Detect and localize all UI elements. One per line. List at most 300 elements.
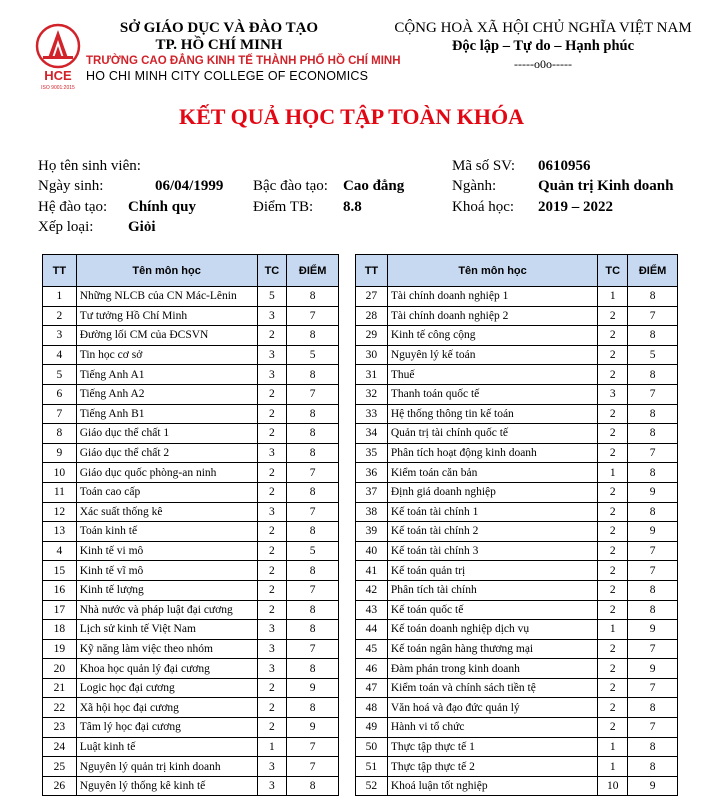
subject-score: 9 (287, 718, 339, 738)
subject-no: 28 (356, 306, 388, 326)
major-value: Quản trị Kinh doanh (538, 178, 674, 194)
subject-score: 8 (287, 522, 339, 542)
subject-credits: 3 (257, 502, 287, 522)
subject-no: 31 (356, 365, 388, 385)
subject-score: 5 (628, 345, 678, 365)
subject-no: 37 (356, 482, 388, 502)
col-header-no: TT (43, 255, 77, 287)
table-row (356, 561, 678, 581)
table-row (43, 482, 339, 502)
subject-no: 5 (43, 365, 77, 385)
subject-name: Kế toán quản trị (387, 561, 597, 581)
table-row (356, 326, 678, 346)
country-name: CỘNG HOÀ XÃ HỘI CHỦ NGHĨA VIỆT NAM (394, 20, 692, 36)
subject-credits: 1 (257, 737, 287, 757)
subject-score: 8 (287, 424, 339, 444)
page-title: KẾT QUẢ HỌC TẬP TOÀN KHÓA (179, 104, 524, 129)
student-id-value: 0610956 (538, 158, 591, 174)
table-row (43, 502, 339, 522)
table-row (43, 443, 339, 463)
table-row (356, 482, 678, 502)
subject-credits: 2 (598, 541, 628, 561)
subject-score: 7 (628, 541, 678, 561)
subject-credits: 2 (598, 482, 628, 502)
table-row (43, 384, 339, 404)
subject-name: Kiểm toán và chính sách tiền tệ (387, 678, 597, 698)
level-value: Cao đẳng (343, 178, 405, 194)
subject-score: 7 (628, 639, 678, 659)
table-row (43, 365, 339, 385)
subject-no: 52 (356, 776, 388, 796)
table-row (356, 424, 678, 444)
subject-no: 10 (43, 463, 77, 483)
school-name-en: HO CHI MINH CITY COLLEGE OF ECONOMICS (86, 69, 369, 83)
subject-no: 12 (43, 502, 77, 522)
subject-credits: 3 (257, 639, 287, 659)
table-row (356, 404, 678, 424)
subject-name: Kỹ năng làm việc theo nhóm (76, 639, 257, 659)
level-label: Bậc đào tạo: (253, 178, 328, 194)
training-system-value: Chính quy (128, 199, 196, 215)
subject-credits: 3 (257, 776, 287, 796)
subject-score: 7 (287, 639, 339, 659)
subject-credits: 2 (598, 345, 628, 365)
col-header-credits: TC (598, 255, 628, 287)
subject-credits: 2 (257, 678, 287, 698)
subject-score: 5 (287, 345, 339, 365)
subject-score: 7 (287, 463, 339, 483)
subject-no: 17 (43, 600, 77, 620)
subject-score: 8 (287, 659, 339, 679)
motto-divider: -----o0o----- (514, 57, 572, 71)
subject-no: 39 (356, 522, 388, 542)
subject-credits: 2 (257, 600, 287, 620)
subject-name: Kinh tế vi mô (76, 541, 257, 561)
subject-no: 18 (43, 620, 77, 640)
subject-credits: 3 (257, 757, 287, 777)
table-row (356, 365, 678, 385)
subject-credits: 2 (257, 326, 287, 346)
table-row (43, 580, 339, 600)
subject-credits: 5 (257, 287, 287, 307)
subject-name: Thực tập thực tế 2 (387, 757, 597, 777)
rank-value: Giỏi (128, 219, 156, 235)
subject-no: 21 (43, 678, 77, 698)
table-row (43, 345, 339, 365)
table-row (43, 287, 339, 307)
subject-name: Thuế (387, 365, 597, 385)
table-row (43, 522, 339, 542)
subject-credits: 2 (598, 659, 628, 679)
subject-no: 50 (356, 737, 388, 757)
subject-name: Nguyên lý thống kê kinh tế (76, 776, 257, 796)
table-row (43, 404, 339, 424)
grades-table-left (42, 254, 339, 796)
subject-credits: 3 (257, 443, 287, 463)
course-value: 2019 – 2022 (538, 199, 613, 215)
subject-name: Tin học cơ sở (76, 345, 257, 365)
subject-name: Tài chính doanh nghiệp 1 (387, 287, 597, 307)
col-header-no: TT (356, 255, 388, 287)
subject-credits: 2 (257, 580, 287, 600)
col-header-score: ĐIỂM (287, 255, 339, 287)
subject-no: 45 (356, 639, 388, 659)
subject-no: 25 (43, 757, 77, 777)
subject-name: Luật kinh tế (76, 737, 257, 757)
table-row (356, 639, 678, 659)
subject-score: 8 (287, 482, 339, 502)
subject-credits: 2 (598, 306, 628, 326)
col-header-subject: Tên môn học (76, 255, 257, 287)
subject-name: Quản trị tài chính quốc tế (387, 424, 597, 444)
subject-credits: 2 (598, 404, 628, 424)
subject-credits: 3 (257, 620, 287, 640)
subject-score: 8 (628, 600, 678, 620)
subject-credits: 3 (257, 365, 287, 385)
table-row (43, 678, 339, 698)
subject-credits: 2 (257, 718, 287, 738)
subject-name: Hệ thống thông tin kế toán (387, 404, 597, 424)
subject-name: Logic học đại cương (76, 678, 257, 698)
subject-credits: 1 (598, 620, 628, 640)
subject-credits: 2 (257, 404, 287, 424)
subject-no: 3 (43, 326, 77, 346)
subject-name: Lịch sử kinh tế Việt Nam (76, 620, 257, 640)
subject-credits: 2 (598, 522, 628, 542)
subject-name: Phân tích hoạt động kinh doanh (387, 443, 597, 463)
subject-score: 8 (628, 424, 678, 444)
subject-credits: 1 (598, 287, 628, 307)
subject-name: Tài chính doanh nghiệp 2 (387, 306, 597, 326)
table-row (356, 776, 678, 796)
subject-score: 9 (628, 659, 678, 679)
subject-no: 48 (356, 698, 388, 718)
subject-score: 7 (287, 580, 339, 600)
table-row (356, 384, 678, 404)
grades-table-right (355, 254, 678, 796)
subject-no: 9 (43, 443, 77, 463)
table-row (43, 561, 339, 581)
table-row (43, 600, 339, 620)
table-row (43, 698, 339, 718)
table-row (356, 678, 678, 698)
subject-score: 8 (628, 698, 678, 718)
subject-score: 7 (287, 306, 339, 326)
subject-score: 8 (628, 737, 678, 757)
subject-name: Tâm lý học đại cương (76, 718, 257, 738)
subject-name: Định giá doanh nghiệp (387, 482, 597, 502)
subject-no: 4 (43, 345, 77, 365)
logo-iso: ISO 9001:2015 (41, 85, 75, 91)
subject-score: 9 (287, 678, 339, 698)
table-row (43, 424, 339, 444)
col-header-subject: Tên môn học (387, 255, 597, 287)
subject-no: 34 (356, 424, 388, 444)
table-row (43, 737, 339, 757)
course-label: Khoá học: (452, 199, 515, 215)
table-row (356, 345, 678, 365)
subject-score: 7 (628, 443, 678, 463)
subject-credits: 10 (598, 776, 628, 796)
subject-credits: 2 (257, 522, 287, 542)
subject-credits: 2 (598, 326, 628, 346)
subject-name: Kiểm toán căn bản (387, 463, 597, 483)
subject-name: Giáo dục quốc phòng-an ninh (76, 463, 257, 483)
subject-name: Tư tưởng Hồ Chí Minh (76, 306, 257, 326)
subject-no: 47 (356, 678, 388, 698)
table-row (43, 776, 339, 796)
subject-name: Thanh toán quốc tế (387, 384, 597, 404)
col-header-score: ĐIỂM (628, 255, 678, 287)
table-row (356, 620, 678, 640)
subject-score: 8 (628, 287, 678, 307)
table-row (43, 541, 339, 561)
subject-name: Giáo dục thể chất 2 (76, 443, 257, 463)
subject-name: Xác suất thống kê (76, 502, 257, 522)
subject-name: Giáo dục thể chất 1 (76, 424, 257, 444)
subject-credits: 2 (598, 365, 628, 385)
subject-name: Kế toán tài chính 2 (387, 522, 597, 542)
subject-score: 8 (287, 776, 339, 796)
subject-name: Kế toán quốc tế (387, 600, 597, 620)
subject-name: Thực tập thực tế 1 (387, 737, 597, 757)
dob-value: 06/04/1999 (155, 178, 224, 194)
subject-no: 20 (43, 659, 77, 679)
subject-name: Kế toán ngân hàng thương mại (387, 639, 597, 659)
subject-credits: 2 (257, 541, 287, 561)
subject-score: 7 (628, 561, 678, 581)
school-name-vi: TRƯỜNG CAO ĐẲNG KINH TẾ THÀNH PHỐ HỒ CHÍ MINH (86, 55, 401, 67)
subject-no: 24 (43, 737, 77, 757)
subject-score: 8 (628, 463, 678, 483)
subject-score: 8 (628, 580, 678, 600)
subject-no: 15 (43, 561, 77, 581)
subject-credits: 3 (598, 384, 628, 404)
table-row (356, 502, 678, 522)
gpa-value: 8.8 (343, 199, 362, 215)
subject-credits: 2 (257, 424, 287, 444)
subject-score: 7 (628, 384, 678, 404)
subject-name: Nguyên lý kế toán (387, 345, 597, 365)
subject-name: Tiếng Anh A1 (76, 365, 257, 385)
subject-credits: 2 (257, 384, 287, 404)
subject-no: 38 (356, 502, 388, 522)
table-header-row (356, 255, 678, 287)
subject-score: 9 (628, 620, 678, 640)
department-line2: TP. HỒ CHÍ MINH (155, 37, 283, 53)
subject-score: 8 (287, 287, 339, 307)
subject-score: 9 (628, 482, 678, 502)
subject-name: Nguyên lý quản trị kinh doanh (76, 757, 257, 777)
subject-name: Toán kinh tế (76, 522, 257, 542)
subject-no: 8 (43, 424, 77, 444)
subject-no: 42 (356, 580, 388, 600)
table-row (356, 522, 678, 542)
subject-no: 2 (43, 306, 77, 326)
table-row (356, 443, 678, 463)
subject-name: Kế toán tài chính 3 (387, 541, 597, 561)
subject-score: 8 (628, 365, 678, 385)
subject-score: 7 (628, 718, 678, 738)
subject-score: 8 (628, 502, 678, 522)
country-motto: Độc lập – Tự do – Hạnh phúc (451, 38, 635, 54)
subject-score: 9 (628, 776, 678, 796)
subject-name: Kế toán doanh nghiệp dịch vụ (387, 620, 597, 640)
subject-score: 8 (628, 404, 678, 424)
subject-no: 1 (43, 287, 77, 307)
subject-no: 41 (356, 561, 388, 581)
subject-score: 8 (628, 326, 678, 346)
col-header-credits: TC (257, 255, 287, 287)
table-row (43, 620, 339, 640)
subject-name: Khoá luận tốt nghiệp (387, 776, 597, 796)
table-row (356, 463, 678, 483)
table-row (43, 306, 339, 326)
logo-text: HCE (44, 68, 72, 83)
subject-no: 44 (356, 620, 388, 640)
subject-no: 40 (356, 541, 388, 561)
subject-score: 8 (287, 561, 339, 581)
school-header (86, 20, 401, 83)
subject-score: 7 (628, 306, 678, 326)
subject-score: 7 (287, 757, 339, 777)
school-logo-icon (34, 22, 82, 92)
subject-score: 7 (287, 502, 339, 522)
subject-credits: 2 (598, 424, 628, 444)
subject-credits: 3 (257, 345, 287, 365)
subject-no: 23 (43, 718, 77, 738)
subject-no: 33 (356, 404, 388, 424)
department-line1: SỞ GIÁO DỤC VÀ ĐÀO TẠO (119, 20, 319, 36)
subject-name: Đường lối CM của ĐCSVN (76, 326, 257, 346)
subject-name: Khoa học quản lý đại cương (76, 659, 257, 679)
subject-name: Kinh tế lượng (76, 580, 257, 600)
subject-no: 29 (356, 326, 388, 346)
subject-score: 8 (287, 404, 339, 424)
subject-score: 8 (287, 443, 339, 463)
table-row (43, 326, 339, 346)
table-row (356, 718, 678, 738)
subject-score: 7 (287, 384, 339, 404)
subject-no: 26 (43, 776, 77, 796)
subject-credits: 1 (598, 757, 628, 777)
subject-score: 8 (287, 365, 339, 385)
subject-no: 51 (356, 757, 388, 777)
table-row (356, 757, 678, 777)
subject-name: Văn hoá và đạo đức quản lý (387, 698, 597, 718)
subject-no: 22 (43, 698, 77, 718)
subject-no: 16 (43, 580, 77, 600)
table-row (43, 463, 339, 483)
subject-credits: 2 (598, 443, 628, 463)
table-row (356, 737, 678, 757)
subject-name: Toán cao cấp (76, 482, 257, 502)
subject-no: 49 (356, 718, 388, 738)
subject-no: 27 (356, 287, 388, 307)
subject-no: 35 (356, 443, 388, 463)
subject-score: 8 (628, 757, 678, 777)
table-row (356, 541, 678, 561)
table-row (356, 600, 678, 620)
subject-name: Xã hội học đại cương (76, 698, 257, 718)
dob-label: Ngày sinh: (38, 178, 104, 194)
subject-credits: 2 (257, 482, 287, 502)
subject-score: 7 (287, 737, 339, 757)
subject-no: 36 (356, 463, 388, 483)
subject-credits: 3 (257, 659, 287, 679)
table-row (356, 580, 678, 600)
gpa-label: Điểm TB: (253, 199, 314, 215)
subject-name: Tiếng Anh B1 (76, 404, 257, 424)
subject-name: Những NLCB của CN Mác-Lênin (76, 287, 257, 307)
student-id-label: Mã số SV: (452, 158, 516, 174)
subject-no: 30 (356, 345, 388, 365)
table-row (43, 639, 339, 659)
subject-credits: 1 (598, 737, 628, 757)
subject-score: 7 (628, 678, 678, 698)
subject-name: Kế toán tài chính 1 (387, 502, 597, 522)
table-row (356, 306, 678, 326)
subject-credits: 2 (598, 561, 628, 581)
subject-credits: 2 (598, 718, 628, 738)
table-row (43, 659, 339, 679)
table-header-row (43, 255, 339, 287)
subject-credits: 1 (598, 463, 628, 483)
subject-name: Hành vi tổ chức (387, 718, 597, 738)
subject-credits: 2 (598, 600, 628, 620)
subject-score: 8 (287, 698, 339, 718)
subject-no: 4 (43, 541, 77, 561)
training-system-label: Hệ đào tạo: (38, 199, 108, 215)
subject-score: 5 (287, 541, 339, 561)
school-logo (34, 22, 82, 92)
subject-credits: 2 (598, 698, 628, 718)
subject-no: 32 (356, 384, 388, 404)
subject-score: 8 (287, 600, 339, 620)
subject-no: 43 (356, 600, 388, 620)
subject-credits: 2 (257, 561, 287, 581)
subject-no: 6 (43, 384, 77, 404)
subject-credits: 2 (598, 580, 628, 600)
rank-label: Xếp loại: (38, 219, 94, 235)
subject-name: Đàm phán trong kinh doanh (387, 659, 597, 679)
subject-name: Kinh tế vĩ mô (76, 561, 257, 581)
subject-score: 8 (287, 326, 339, 346)
name-label: Họ tên sinh viên: (38, 158, 141, 174)
table-row (356, 659, 678, 679)
subject-no: 13 (43, 522, 77, 542)
major-label: Ngành: (452, 178, 497, 194)
subject-name: Kinh tế công cộng (387, 326, 597, 346)
subject-name: Phân tích tài chính (387, 580, 597, 600)
subject-name: Tiếng Anh A2 (76, 384, 257, 404)
subject-credits: 2 (257, 463, 287, 483)
table-row (356, 698, 678, 718)
subject-credits: 2 (598, 502, 628, 522)
subject-credits: 2 (598, 678, 628, 698)
subject-credits: 3 (257, 306, 287, 326)
table-row (356, 287, 678, 307)
subject-no: 19 (43, 639, 77, 659)
national-header (380, 20, 703, 73)
subject-no: 46 (356, 659, 388, 679)
subject-credits: 2 (598, 639, 628, 659)
table-row (43, 718, 339, 738)
subject-no: 11 (43, 482, 77, 502)
subject-score: 9 (628, 522, 678, 542)
subject-no: 7 (43, 404, 77, 424)
subject-name: Nhà nước và pháp luật đại cương (76, 600, 257, 620)
